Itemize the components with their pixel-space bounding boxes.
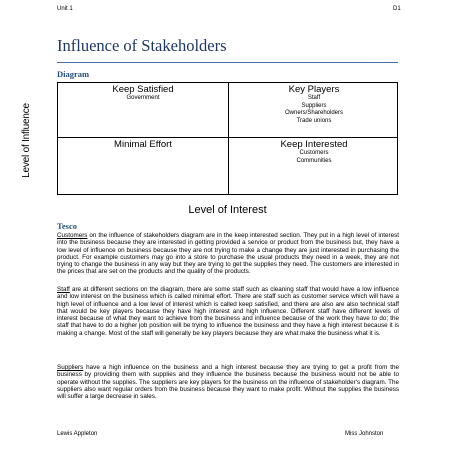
paragraph-keyword: Staff: [57, 286, 70, 293]
quadrant-keep-interested: [229, 139, 399, 165]
quadrant-item: Trade unions: [296, 117, 332, 124]
grid-horizontal-divider: [58, 137, 397, 138]
paragraph-keyword: Customers: [57, 232, 88, 239]
y-axis-label: Level of Influence: [20, 102, 32, 178]
tesco-heading: Tesco: [57, 221, 77, 231]
paragraph-keyword: Suppliers: [57, 364, 84, 371]
quadrant-title: Keep Satisfied: [112, 84, 174, 95]
paragraph-customers: [57, 232, 399, 276]
diagram-heading: Diagram: [57, 69, 90, 79]
quadrant-title: Key Players: [288, 84, 340, 95]
stakeholder-grid: [57, 82, 398, 195]
page-title: Influence of Stakeholders: [57, 36, 227, 55]
paragraph-text: have a high influence on the business and a high interest because they are trying to get a profit from the business by providing them with supplies and they influence the business because the business would not be able to operate without the supplies. The suppliers are key players for the business on the influence of stakeholder's diagram. The suppliers also want regular orders from the business because they want to make profit. Without the supplies the business will suffer a large decrease in sales.: [57, 364, 399, 400]
paragraph-text: on the influence of stakeholders diagram are in the keep interested section. They put in a high level of interest into the business because they are interested in getting provided a service or product from the business but, they have a low level of influence on business because they are not trying to make a change they are just interested in purchasing the product. For example customers may go into a store to purchase the usual products they need in a week, they are not trying to change the business in any way but they are trying to get the supplies they need. The customers are interested in the prices that are set on the products and the quality of the products.: [57, 232, 399, 276]
quadrant-item: Owners/Shareholders: [284, 110, 344, 117]
quadrant-item: Customers: [299, 150, 329, 156]
paragraph-text: are at different sections on the diagram, there are some staff such as cleaning staff that would have a low influence and low interest on the business which is called minimal effort. There are staff such as customer service which will have a high level of influence and a low level of interest which is called keep satisfied, and there are also are also technical staff that would be key players because they have high interest and high influence. Different staff have different levels of interest because of what they want to achieve from the business and influence because of the work they have to do; the staff that have to do a higher job position will be trying to influence the business and they have a high interest because it is making a change. Most of the staff will generally be key players because they are what make the business what it is.: [57, 286, 399, 337]
quadrant-item: Communities: [296, 157, 332, 164]
quadrant-key-players: [229, 84, 399, 125]
quadrant-minimal-effort: [58, 139, 228, 150]
quadrant-title: Minimal Effort: [114, 139, 172, 150]
quadrant-title: Keep Interested: [280, 139, 348, 150]
footer-teacher: Miss Johnston: [345, 431, 384, 437]
y-axis-label-wrap: [11, 95, 41, 185]
quadrant-item: Staff: [307, 95, 321, 101]
header-code: D1: [393, 6, 401, 12]
x-axis-label: Level of Interest: [188, 204, 267, 216]
quadrant-item: Suppliers: [301, 102, 327, 109]
paragraph-suppliers: [57, 364, 399, 400]
quadrant-item: Government: [126, 95, 160, 101]
title-underline: [57, 62, 398, 63]
paragraph-staff: [57, 286, 399, 337]
quadrant-keep-satisfied: [58, 84, 228, 103]
header-unit: Unit 1: [57, 6, 73, 12]
footer-author: Lewis Appleton: [57, 431, 98, 437]
